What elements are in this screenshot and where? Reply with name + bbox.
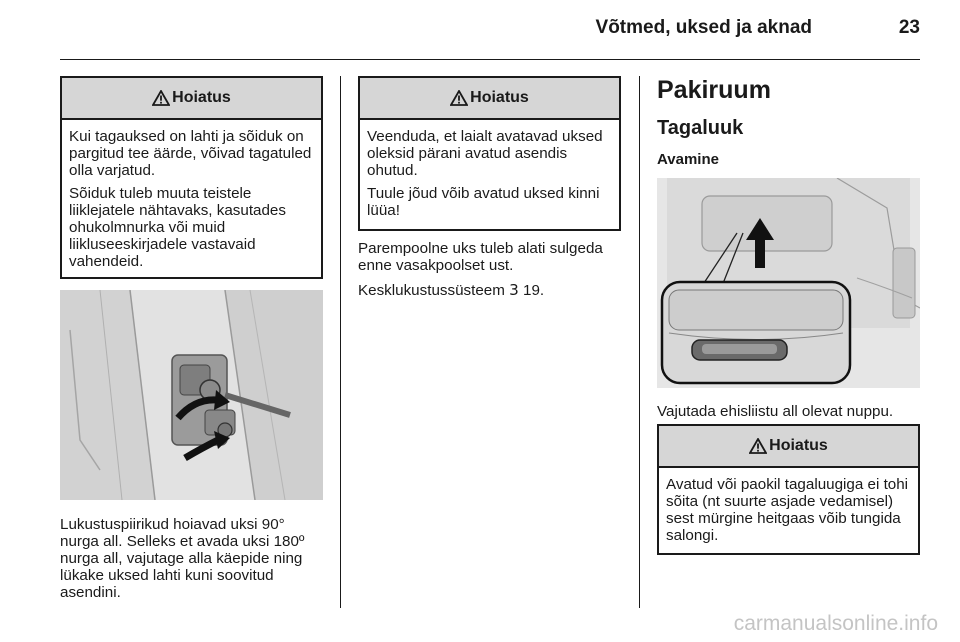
warning-label: Hoiatus xyxy=(470,89,529,106)
warning-box-exhaust xyxy=(657,424,920,555)
column-divider-right xyxy=(639,76,640,608)
reference-page[interactable]: 19. xyxy=(518,282,545,299)
warning-header xyxy=(659,426,918,468)
subsubsection-title: Avamine xyxy=(657,151,719,168)
warning-label: Hoiatus xyxy=(769,437,828,454)
header-rule xyxy=(60,59,920,60)
middle-text xyxy=(358,240,626,307)
caption-paragraph: Vajutada ehisliistu all olevat nuppu. xyxy=(657,403,894,420)
warning-paragraph: Sõiduk tuleb muuta teistele liiklejatele nähtavaks, kasutades ohukolmnurka või muid liikluseeskirjadele vastavaid vahendeid. xyxy=(69,185,286,270)
warning-triangle-icon xyxy=(749,438,767,454)
central-locking-reference xyxy=(358,282,626,299)
warning-triangle-icon xyxy=(450,90,468,106)
page-number: 23 xyxy=(898,17,920,38)
warning-triangle-icon xyxy=(152,90,170,106)
warning-paragraph: Avatud või paokil tagaluugiga ei tohi sõita (nt suurte asjade vedamisel) sest mürgine heitgaas võib tungida salongi. xyxy=(666,476,909,544)
warning-header xyxy=(360,78,619,120)
door-order-paragraph: Parempoolne uks tuleb alati sulgeda enne vasakpoolset ust. xyxy=(358,240,603,274)
tailgate-illustration xyxy=(657,178,920,388)
warning-paragraph: Kui tagauksed on lahti ja sõiduk on pargitud tee äärde, võivad tagatuled olla varjatud. xyxy=(69,128,312,179)
warning-paragraph: Tuule jõud võib avatud uksed kinni lüüa! xyxy=(367,185,600,219)
warning-header xyxy=(62,78,321,120)
reference-text: Kesklukustussüsteem xyxy=(358,282,510,299)
warning-box-tail-lights xyxy=(60,76,323,279)
door-check-illustration xyxy=(60,290,323,500)
watermark: carmanualsonline.info xyxy=(733,612,938,635)
door-check-caption xyxy=(60,516,325,609)
page-reference-arrow-icon: 3 xyxy=(509,281,519,299)
warning-box-wind xyxy=(358,76,621,231)
subsection-title: Tagaluuk xyxy=(657,117,744,139)
caption-paragraph: Lukustuspiirikud hoiavad uksi 90° nurga all. Selleks et avada uksi 180º nurga all, vajutage alla käepide ning lükake uksed lahti kuni soovitud asendini. xyxy=(60,516,305,601)
warning-label: Hoiatus xyxy=(172,89,231,106)
running-header-title: Võtmed, uksed ja aknad xyxy=(595,17,812,38)
warning-paragraph: Veenduda, et laialt avatavad uksed oleksid pärani avatud asendis ohutud. xyxy=(367,128,603,179)
section-title: Pakiruum xyxy=(657,76,771,104)
column-divider-left xyxy=(340,76,341,608)
